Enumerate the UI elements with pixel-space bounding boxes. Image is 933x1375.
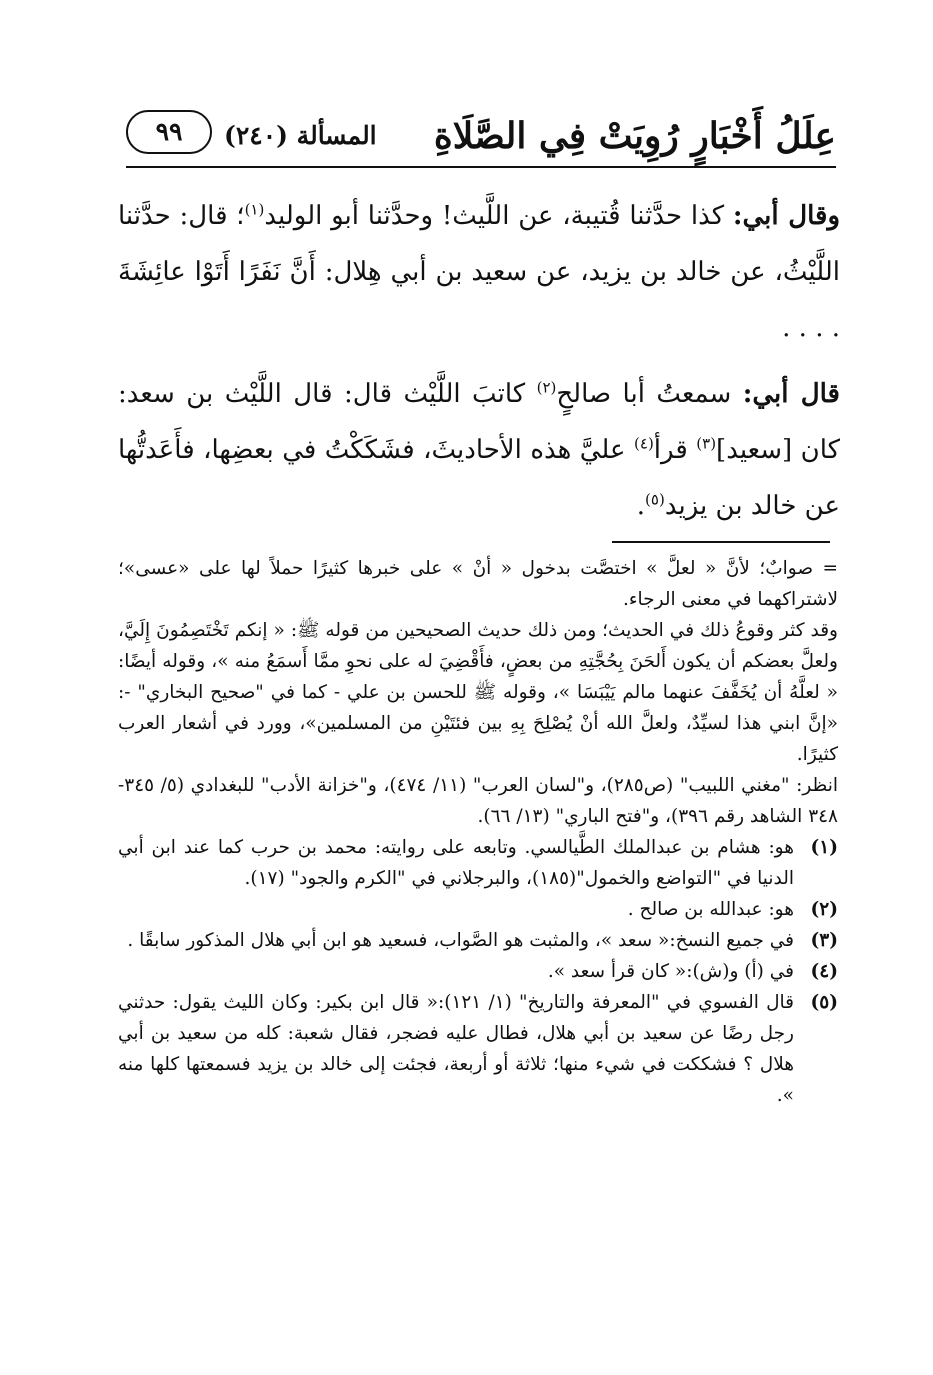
paragraph-2-text-3: قرأ [653, 435, 697, 465]
footnote-5-text: قال الفسوي في "المعرفة والتاريخ" (١/ ١٢١):« قال ابن بكير: وكان الليث يقول: حدثني رجل رضًا عن سعيد بن أبي هلال، فطال عليه فضجر، فقال شعبة: كله من سعيد بن أبي هلال ؟ فشككت في شيء منها؛ ثلاثة أو أربعة، فجئت إلى خالد بن يزيد فسمعتها كلها منه ». [118, 992, 794, 1106]
footnote-ref-4: (٤) [634, 434, 654, 453]
header-divider [126, 166, 836, 168]
footnotes [118, 553, 838, 1111]
paragraph-2 [118, 366, 840, 534]
paragraph-2-text-4: عليَّ هذه الأحاديثَ، فشَكَكْتُ في بعضِها، فأَعَدتُّها عن خالد بن يزيد [118, 435, 840, 521]
footnote-2 [118, 894, 838, 925]
footnote-continuation-1: = صوابٌ؛ لأنَّ « لعلَّ » اختصَّت بدخول « أنْ » على خبرها كثيرًا حملاً لها على «عسى»؛ لاشتراكهما في معنى الرجاء. [118, 558, 838, 610]
main-text [118, 188, 840, 544]
footnote-continuation-3: انظر: "مغني اللبيب" (ص٢٨٥)، و"لسان العرب" (١١/ ٤٧٤)، و"خزانة الأدب" للبغدادي (٥/ ٣٤٥- ٣٤٨ الشاهد رقم ٣٩٦)، و"فتح الباري" (١٣/ ٦٦). [118, 775, 839, 827]
footnote-1-number: (١) [810, 837, 838, 858]
page-number-badge: ٩٩ [126, 110, 212, 154]
paragraph-2-text-5: . [636, 491, 646, 521]
paragraph-1-rest: ؛ قال: حدَّثنا اللَّيْثُ، عن خالد بن يزيد، عن سعيد بن أبي هِلال: أَنَّ نَفَرًا أَتَوْا عائِشَةَ . . . . [118, 201, 840, 343]
footnote-3-text: في جميع النسخ:« سعد »، والمثبت هو الصَّواب، فسعيد هو ابن أبي هلال المذكور سابقًا . [127, 930, 794, 951]
footnote-4-number: (٤) [810, 961, 838, 982]
footnote-1-text: هو: هشام بن عبدالملك الطَّيالسي. وتابعه على روايته: محمد بن حرب كما عند ابن أبي الدنيا في "التواضع والخمول"(١٨٥)، والبرجلاني في "الكرم والجود" (١٧). [118, 837, 794, 889]
footnote-5-number: (٥) [810, 992, 838, 1013]
footnote-ref-2: (٢) [536, 378, 557, 397]
footnote-3-number: (٣) [810, 930, 838, 951]
paragraph-2-text-2: كاتبَ اللَّيْث قال: قال اللَّيْث بن سعد: كان [سعيد] [118, 379, 841, 465]
footnote-5 [118, 987, 838, 1111]
footnote-4 [118, 956, 838, 987]
running-header [126, 110, 836, 172]
issue-number: المسألة (٢٤٠) [224, 121, 377, 150]
paragraph-2-lead: قال أبي: [742, 379, 840, 409]
footnote-2-number: (٢) [810, 899, 838, 920]
footnote-2-text: هو: عبدالله بن صالح . [627, 899, 794, 920]
paragraph-2-text-1: سمعتُ أبا صالحٍ [556, 379, 743, 409]
footnote-ref-1: (١) [244, 200, 265, 219]
footnote-3 [118, 925, 838, 956]
paragraph-1-text: كذا حدَّثنا قُتيبة، عن اللَّيث! وحدَّثنا أبو الوليد [264, 201, 733, 231]
footnote-4-text: في (أ) و(ش):« كان قرأ سعد ». [547, 961, 794, 982]
footnote-divider [612, 541, 830, 543]
book-title: عِلَلُ أَخْبَارٍ رُوِيَتْ فِي الصَّلَاةِ [433, 115, 836, 157]
footnote-ref-5: (٥) [645, 490, 665, 509]
footnote-ref-3: (٣) [696, 434, 717, 453]
paragraph-1 [118, 188, 840, 356]
footnote-1 [118, 832, 838, 894]
footnote-continuation-2: وقد كثر وقوعُ ذلك في الحديث؛ ومن ذلك حديث الصحيحين من قوله ﷺ: « إنكم تَخْتَصِمُونَ إِلَيَّ، ولعلَّ بعضكم أن يكون أَلحَنَ بِحُجَّتِهِ من بعضٍ، فأَقْضِيَ له على نحوِ ممَّا أَسمَعُ منه »، وقوله أيضًا: « لعلَّهُ أن يُخَفَّفَ عنهما مالم يَيْبَسَا »، وقوله ﷺ للحسن بن علي - كما في "صحيح البخاري" -: «إنَّ ابني هذا لسيِّدٌ، ولعلَّ الله أنْ يُصْلِحَ بِهِ بين فئتَيْنِ من المسلمين»، وورد في أشعار العرب كثيرًا. [118, 620, 838, 765]
paragraph-1-lead: وقال أبي: [732, 201, 840, 231]
